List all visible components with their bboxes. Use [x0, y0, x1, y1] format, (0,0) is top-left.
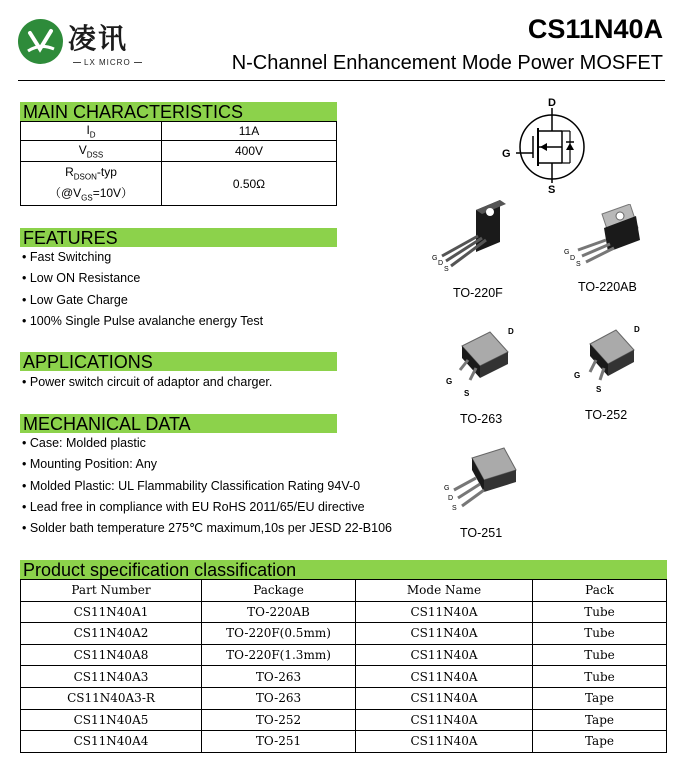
- column-header: Part Number: [21, 580, 202, 602]
- list-item: • 100% Single Pulse avalanche energy Test: [22, 313, 264, 328]
- package-label: TO-220F: [453, 286, 503, 300]
- applications-heading: APPLICATIONS: [20, 352, 337, 371]
- current-value: 11A: [162, 122, 337, 141]
- to-252-package-icon: [572, 322, 652, 400]
- svg-text:G: G: [564, 249, 570, 256]
- table-header-row: [21, 580, 667, 602]
- package-label: TO-252: [585, 408, 628, 422]
- svg-text:D: D: [438, 260, 444, 267]
- svg-text:G: G: [446, 377, 453, 386]
- features-heading: FEATURES: [20, 228, 337, 247]
- logo-chinese-text: 凌讯: [68, 22, 129, 55]
- table-row: CS11N40A3 TO-263 CS11N40A Tube: [21, 666, 667, 688]
- table-row: $V_{DSS}$ 400V: [21, 141, 337, 162]
- table-row: CS11N40A2 TO-220F(0.5mm) CS11N40A Tube: [21, 623, 667, 645]
- features-list: [22, 247, 263, 332]
- svg-text:S: S: [464, 389, 470, 398]
- resistance-value: 0.50Ω: [162, 162, 337, 206]
- table-row: $R_{DSON}$-typ $(@V_{GS}=10V)$ 0.50Ω: [21, 162, 337, 206]
- table-row: $I_D$ 11A: [21, 122, 337, 141]
- column-header: Package: [202, 580, 356, 602]
- list-item: • Power switch circuit of adaptor and charger.: [22, 375, 273, 389]
- spec-classification-table: [20, 579, 667, 753]
- svg-text:S: S: [452, 505, 457, 512]
- list-item: • Fast Switching: [22, 250, 112, 264]
- svg-text:G: G: [432, 255, 438, 262]
- svg-text:D: D: [508, 327, 514, 336]
- list-item: • Molded Plastic: UL Flammability Classification Rating 94V-0: [22, 478, 361, 493]
- svg-text:S: S: [444, 266, 449, 273]
- svg-text:G: G: [444, 485, 450, 492]
- list-item: • Low ON Resistance: [22, 271, 141, 286]
- applications-list: [22, 372, 272, 393]
- mechanical-list: [22, 433, 392, 539]
- to-251-package-icon: [440, 444, 524, 518]
- table-row: CS11N40A1 TO-220AB CS11N40A Tube: [21, 601, 667, 623]
- list-item: • Low Gate Charge: [22, 292, 128, 307]
- device-subtitle: N-Channel Enhancement Mode Power MOSFET: [231, 52, 663, 74]
- main-characteristics-table: [20, 121, 337, 206]
- package-label: TO-263: [460, 412, 503, 426]
- svg-text:D: D: [448, 495, 454, 502]
- mosfet-symbol-icon: [500, 98, 610, 193]
- to-263-package-icon: [442, 326, 522, 404]
- svg-text:S: S: [596, 385, 602, 394]
- svg-text:G: G: [574, 371, 581, 380]
- table-row: CS11N40A8 TO-220F(1.3mm) CS11N40A Tube: [21, 644, 667, 666]
- logo-english-text: LX MICRO: [70, 58, 145, 67]
- list-item: • Mounting Position: Any: [22, 457, 158, 472]
- main-characteristics-heading: MAIN CHARACTERISTICS: [20, 102, 337, 121]
- package-label: TO-220AB: [578, 280, 637, 294]
- part-number-title: CS11N40A: [527, 14, 663, 44]
- svg-text:D: D: [548, 98, 556, 109]
- table-row: CS11N40A4 TO-251 CS11N40A Tape: [21, 731, 667, 753]
- svg-text:S: S: [576, 261, 581, 268]
- svg-text:D: D: [634, 325, 640, 334]
- svg-text:S: S: [548, 184, 556, 193]
- column-header: Pack: [533, 580, 667, 602]
- spec-classification-heading: Product specification classification: [20, 560, 667, 579]
- column-header: Mode Name: [356, 580, 533, 602]
- to-220f-package-icon: [428, 198, 528, 280]
- to-220ab-package-icon: [560, 204, 660, 274]
- svg-text:G: G: [502, 148, 511, 160]
- table-row: CS11N40A3-R TO-263 CS11N40A Tape: [21, 687, 667, 709]
- mechanical-heading: MECHANICAL DATA: [20, 414, 337, 433]
- voltage-value: 400V: [162, 141, 337, 162]
- list-item: • Lead free in compliance with EU RoHS 2011/65/EU directive: [22, 499, 365, 514]
- svg-text:D: D: [570, 255, 576, 262]
- package-label: TO-251: [460, 526, 503, 540]
- list-item: • Case: Molded plastic: [22, 436, 146, 450]
- list-item: • Solder bath temperature 275℃ maximum,10s per JESD 22-B106: [22, 521, 392, 536]
- header-divider: [18, 80, 665, 81]
- company-logo-icon: [18, 19, 63, 64]
- table-row: CS11N40A5 TO-252 CS11N40A Tape: [21, 709, 667, 731]
